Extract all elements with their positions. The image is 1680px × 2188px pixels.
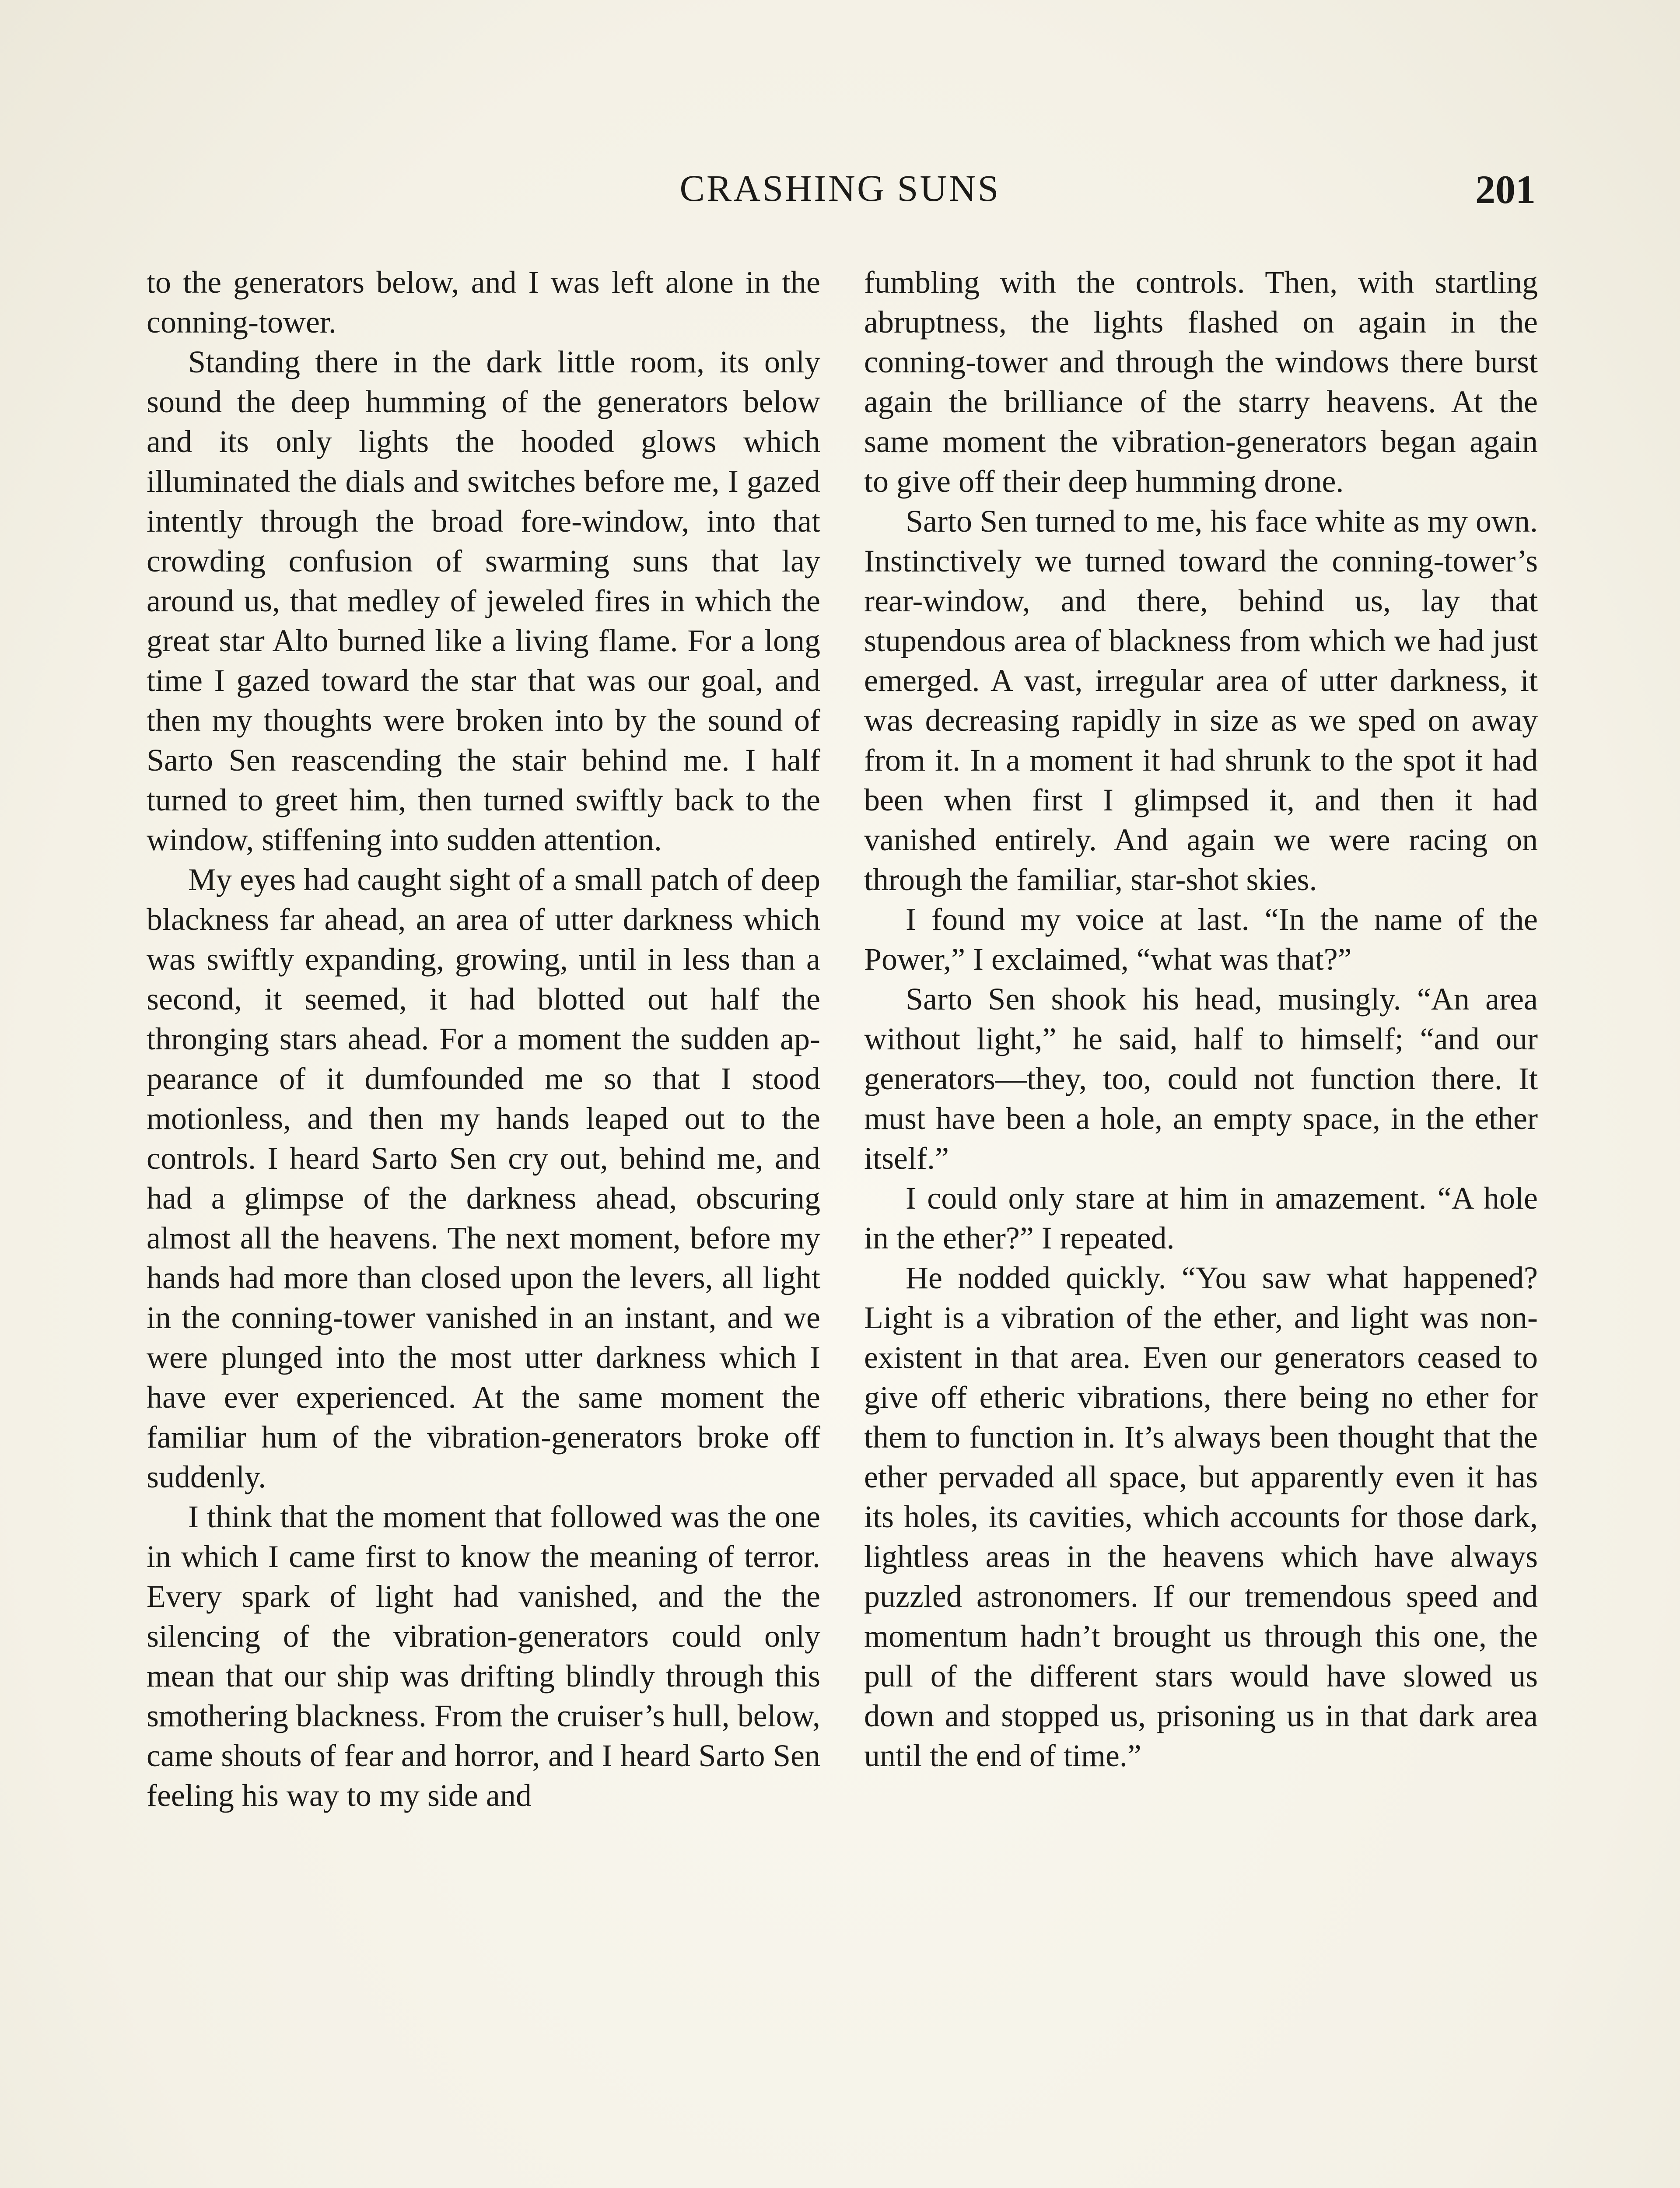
paragraph: I found my voice at last. “In the name of the Power,” I exclaimed, “what was that?” [864,902,1538,977]
paragraph: fumbling with the controls. Then, with startling abruptness, the lights flashed on again in the conning-tower and through the windows there burst again the brilliance of the starry heavens. At the same moment the vibration-generators began again to give off their deep humming drone. [864,265,1538,499]
paragraph: Standing there in the dark little room, its only sound the deep humming of the generators below and its only lights the hooded glows which illuminated the dials and switches before me, I gazed intently through the broad fore-window, into that crowding confusion of swarming suns that lay around us, that medley of jeweled fires in which the great star Alto burned like a living flame. For a long time I gazed toward the star that was our goal, and then my thoughts were broken into by the sound of Sarto Sen reascending the stair behind me. I half turned to greet him, then turned swiftly back to the window, stiffening into sudden attention. [147,344,820,857]
paragraph: I think that the moment that followed was the one in which I came first to know the meaning of terror. Every spark of light had vanished, and the the silencing of the vibration-generators could only mean that our ship was drifting blindly through this smothering blackness. From the cruiser’s hull, below, came shouts of fear and horror, and I heard Sarto Sen feeling his way to my side and [147,1499,820,1813]
page-header [144,166,1536,219]
paragraph: to the generators below, and I was left alone in the conning-tower. [147,265,820,340]
paragraph: My eyes had caught sight of a small patch of deep blackness far ahead, an area of utter darkness which was swiftly expanding, growing, until in less than a second, it seemed, it had blotted out half the thronging stars ahead. For a moment the sudden appearance of it dumfounded me so that I stood motionless, and then my hands leaped out to the controls. I heard Sarto Sen cry out, behind me, and had a glimpse of the darkness ahead, obscuring almost all the heavens. The next moment, before my hands had more than closed upon the levers, all light in the conning-tower vanished in an instant, and we were plunged into the most utter darkness which I have ever experienced. At the same moment the familiar hum of the vibration-generators broke off suddenly. [147,862,820,1494]
left-column [147,263,820,1816]
paragraph: I could only stare at him in amazement. “A hole in the ether?” I repeated. [864,1181,1538,1255]
paragraph: He nodded quickly. “You saw what happened? Light is a vibration of the ether, and light was non-existent in that area. Even our generators ceased to give off etheric vibrations, there being no ether for them to function in. It’s always been thought that the ether pervaded all space, but apparently even it has its holes, its cavities, which accounts for those dark, lightless areas in the heavens which have always puzzled astronomers. If our tremendous speed and momentum hadn’t brought us through this one, the pull of the different stars would have slowed us down and stopped us, prisoning us in that dark area until the end of time.” [864,1260,1538,1773]
paragraph: Sarto Sen shook his head, musingly. “An area without light,” he said, half to himself; “and our generators—they, too, could not function there. It must have been a hole, an empty space, in the ether itself.” [864,982,1538,1176]
running-title: CRASHING SUNS [679,167,1001,209]
page-number: 201 [1475,167,1536,212]
paragraph: Sarto Sen turned to me, his face white as my own. Instinctively we turned toward the conning-tower’s rear-window, and there, behind us, lay that stupendous area of blackness from which we had just emerged. A vast, irregular area of utter darkness, it was decreasing rapidly in size as we sped on away from it. In a moment it had shrunk to the spot it had been when first I glimpsed it, and then it had vanished entirely. And again we were racing on through the familiar, star-shot skies. [864,504,1538,897]
right-column [864,263,1538,1776]
